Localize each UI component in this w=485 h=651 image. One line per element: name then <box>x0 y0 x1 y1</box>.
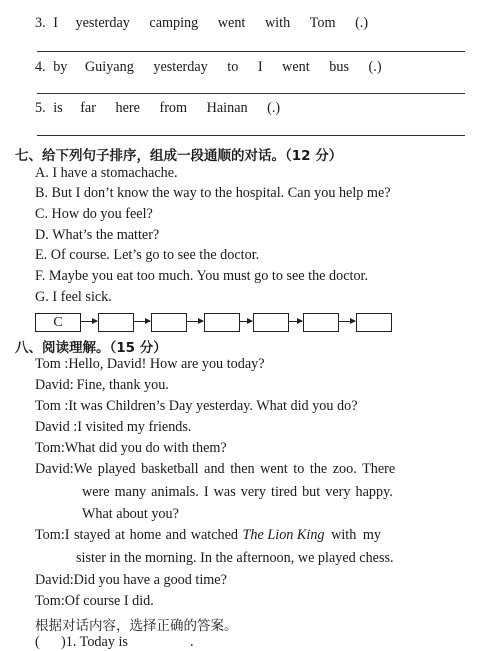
speaker-colon: : <box>69 461 74 477</box>
word: I <box>257 59 263 75</box>
word: (.) <box>355 15 369 31</box>
scramble-item-3 <box>35 15 368 32</box>
speaker: David <box>35 572 70 588</box>
speaker-colon: : <box>69 377 74 393</box>
movie-title: The Lion King <box>242 527 325 543</box>
word: from <box>159 100 188 116</box>
arrow-right-icon <box>338 321 355 322</box>
answer-box-4[interactable] <box>204 313 240 332</box>
dialogue-line-1 <box>35 356 265 373</box>
speaker: David <box>35 461 70 477</box>
answer-box-3[interactable] <box>151 313 187 332</box>
speaker-colon: : <box>60 593 65 609</box>
word: is <box>53 100 63 116</box>
scramble-item-4 <box>35 59 382 76</box>
utterance: with my <box>324 527 381 543</box>
answer-box-1[interactable]: C <box>35 313 81 332</box>
speaker: Tom <box>35 398 61 414</box>
item-number: 3. <box>35 15 46 31</box>
dialogue-line-7-cont: sister in the morning. In the afternoon, we played chess. <box>76 550 394 566</box>
word: to <box>227 59 239 75</box>
option-f: F. Maybe you eat too much. You must go to see the doctor. <box>35 268 369 284</box>
arrow-right-icon <box>80 321 97 322</box>
word: I <box>53 15 58 31</box>
speaker: David <box>35 377 70 393</box>
utterance: Of course I did. <box>64 593 154 609</box>
answer-paren[interactable]: ( ) <box>35 634 66 650</box>
utterance: I visited my friends. <box>77 419 192 435</box>
option-b: B. But I don’t know the way to the hospital. Can you help me? <box>35 185 391 201</box>
utterance: What did you do with them? <box>64 440 227 456</box>
answer-blank[interactable]: . <box>189 634 194 650</box>
word: yesterday <box>153 59 208 75</box>
question-text: 1. Today is <box>65 634 128 650</box>
word: Tom <box>309 15 336 31</box>
speaker-colon: : <box>69 572 74 588</box>
utterance: It was Children’s Day yesterday. What did you do? <box>68 398 358 414</box>
speaker-colon: : <box>60 398 69 414</box>
word: Guiyang <box>84 59 134 75</box>
utterance: I stayed at home and watched <box>64 527 243 543</box>
dialogue-line-6-cont: were many animals. I was very tired but very happy. <box>82 484 393 500</box>
arrow-right-icon <box>239 321 252 322</box>
dialogue-line-5 <box>35 440 227 457</box>
word: went <box>282 59 310 75</box>
speaker-colon: : <box>60 440 65 456</box>
dialogue-line-3 <box>35 398 358 415</box>
instruction: 根据对话内容，选择正确的答案。 <box>35 618 238 634</box>
dialogue-line-4 <box>35 419 191 436</box>
speaker: Tom <box>35 440 61 456</box>
word: yesterday <box>75 15 130 31</box>
answer-box-2[interactable] <box>98 313 134 332</box>
item-number: 4. <box>35 59 46 75</box>
word: camping <box>149 15 199 31</box>
word: bus <box>329 59 349 75</box>
word: here <box>115 100 140 116</box>
dialogue-line-8 <box>35 572 227 589</box>
word: with <box>264 15 291 31</box>
question-1 <box>35 634 193 651</box>
dialogue-line-6 <box>35 461 395 478</box>
option-d: D. What’s the matter? <box>35 227 160 243</box>
option-e: E. Of course. Let’s go to see the doctor. <box>35 247 260 263</box>
speaker-colon: : <box>60 356 69 372</box>
speaker-colon: : <box>69 419 78 435</box>
word: (.) <box>267 100 281 116</box>
dialogue-line-9 <box>35 593 154 610</box>
section-8-heading: 八、阅读理解。（15 分） <box>15 340 167 356</box>
utterance: Hello, David! How are you today? <box>68 356 265 372</box>
answer-box-5[interactable] <box>253 313 289 332</box>
answer-line[interactable] <box>37 51 465 52</box>
speaker-colon: : <box>60 527 65 543</box>
word: went <box>217 15 246 31</box>
answer-box-7[interactable] <box>356 313 392 332</box>
speaker: Tom <box>35 527 61 543</box>
option-g: G. I feel sick. <box>35 289 112 305</box>
word: (.) <box>368 59 382 75</box>
speaker: David <box>35 419 70 435</box>
utterance: Fine, thank you. <box>76 377 169 393</box>
arrow-right-icon <box>186 321 203 322</box>
answer-line[interactable] <box>37 93 465 94</box>
word: far <box>80 100 96 116</box>
word: by <box>53 59 68 75</box>
dialogue-line-6-cont: What about you? <box>82 506 179 522</box>
speaker: Tom <box>35 593 61 609</box>
dialogue-line-7 <box>35 527 381 544</box>
answer-box-6[interactable] <box>303 313 339 332</box>
utterance: Did you have a good time? <box>73 572 227 588</box>
speaker: Tom <box>35 356 61 372</box>
section-7-heading: 七、给下列句子排序，组成一段通顺的对话。（12 分） <box>15 148 343 164</box>
answer-line[interactable] <box>37 135 465 136</box>
word: Hainan <box>206 100 248 116</box>
item-number: 5. <box>35 100 46 116</box>
scramble-item-5 <box>35 100 280 117</box>
arrow-right-icon <box>288 321 302 322</box>
option-a: A. I have a stomachache. <box>35 165 178 181</box>
utterance: We played basketball and then went to the zoo. There <box>73 461 396 477</box>
dialogue-line-2 <box>35 377 169 394</box>
arrow-right-icon <box>133 321 150 322</box>
option-c: C. How do you feel? <box>35 206 153 222</box>
